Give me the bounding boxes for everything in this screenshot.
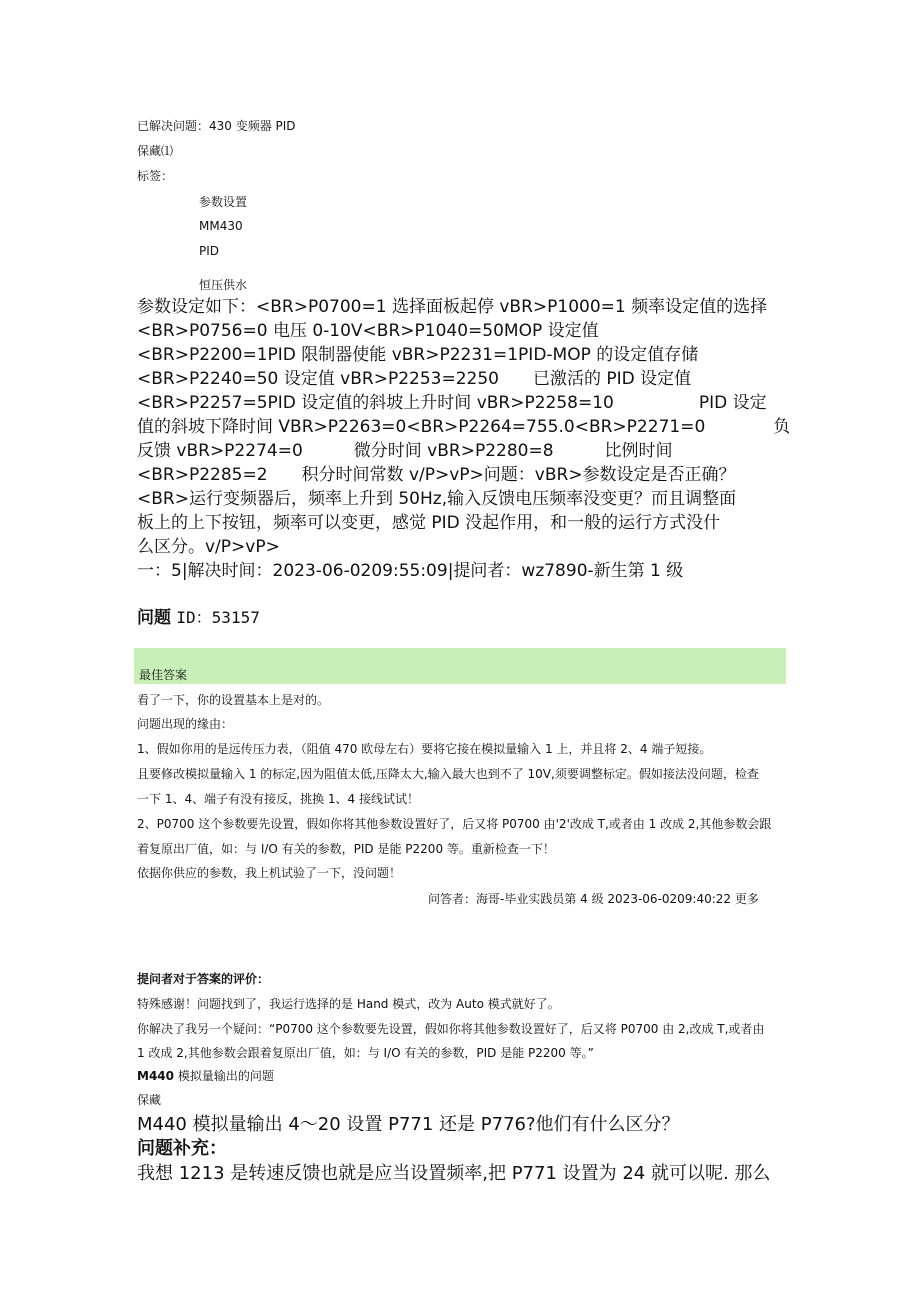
answer-line: 着复原出厂值，如：与 I/O 有关的参数，PID 是能 P2200 等。重新检查一下！ — [137, 842, 555, 856]
question-body-line: <BR>P2285=2 积分时间常数 v/P>vP>问题：vBR>参数设定是否正确？ — [137, 465, 736, 485]
supplement-text: 我想 1213 是转速反馈也就是应当设置频率,把 P771 设置为 24 就可以呢. 那么 — [137, 1163, 771, 1184]
question-body-line: <BR>P2200=1PID 限制器使能 vBR>P2231=1PID-MOP 的设定值存储 — [137, 345, 699, 365]
answer-line: 1、假如你用的是远传压力表，（阻值 470 欧母左右）要将它接在模拟量输入 1 上，并且将 2、4 端子短接。 — [137, 742, 712, 756]
answer-line: 2、P0700 这个参数要先设置，假如你将其他参数设置好了，后又将 P0700 由'2'改成 T,或者由 1 改成 2,其他参数会跟 — [137, 817, 772, 831]
question-body-line: 反馈 vBR>P2274=0 微分时间 vBR>P2280=8 比例时间 — [137, 441, 673, 461]
evaluation-line: 你解决了我另一个疑问：“P0700 这个参数要先设置，假如你将其他参数设置好了，后又将 P0700 由 2,改成 T,或者由 — [137, 1022, 765, 1036]
question-id-value: ID：53157 — [176, 608, 260, 627]
tag-item[interactable]: PID — [199, 244, 220, 258]
tag-item[interactable]: 参数设置 — [199, 195, 248, 209]
tags-label: 标签： — [137, 169, 174, 183]
question-2-title-text: 模拟量输出的问题 — [174, 1069, 274, 1083]
question-id — [137, 603, 260, 628]
tag-item[interactable]: 恒压供水 — [199, 278, 248, 292]
question-body-line: 么区分。v/P>vP> — [137, 537, 280, 557]
question-body-line: <BR>P2257=5PID 设定值的斜坡上升时间 vBR>P2258=10 PID 设定 — [137, 393, 767, 413]
collect-link-2[interactable]: 保藏 — [137, 1093, 162, 1107]
question-body-line: 值的斜坡下降时间 VBR>P2263=0<BR>P2264=755.0<BR>P2271=0 负 — [137, 417, 791, 437]
question-body — [137, 295, 791, 583]
supplement-label: 问题补充： — [137, 1138, 227, 1159]
tag-item[interactable]: MM430 — [199, 219, 243, 233]
answer-line: 依据你供应的参数，我上机试验了一下，没问题！ — [137, 866, 402, 880]
answer-line: 且要修改模拟量输入 1 的标定,因为阻值太低,压降太大,输入最大也到不了 10V,须要调整标定。假如接法没问题，检查 — [137, 767, 759, 781]
evaluation-line: 特殊感谢！问题找到了，我运行选择的是 Hand 模式，改为 Auto 模式就好了。 — [137, 997, 560, 1011]
best-answer-header — [134, 648, 786, 684]
question-body-line: <BR>P2240=50 设定值 vBR>P2253=2250 已激活的 PID 设定值 — [137, 369, 692, 389]
question-body-line: <BR>P0756=0 电压 0-10V<BR>P1040=50MOP 设定值 — [137, 321, 599, 341]
collect-link[interactable]: 保藏⑴ — [137, 144, 174, 158]
answerer-info[interactable]: 问答者：海哥-毕业实践员第 4 级 2023-06-0209:40:22 更多 — [428, 892, 759, 906]
resolved-question-title[interactable]: 已解决问题：430 变频器 PID — [137, 119, 296, 133]
question-meta-line: 一：5|解决时间：2023-06-0209:55:09|提问者：wz7890-新生第 1 级 — [137, 561, 684, 581]
evaluation-title: 提问者对于答案的评价： — [137, 972, 270, 986]
question-body-line: 参数设定如下：<BR>P0700=1 选择面板起停 vBR>P1000=1 频率设定值的选择 — [137, 297, 768, 317]
answer-line: 看了一下，你的设置基本上是对的。 — [137, 693, 330, 707]
question-2-title-model: M440 — [137, 1069, 174, 1083]
question-body-line: 板上的上下按钮，频率可以变更，感觉 PID 没起作用，和一般的运行方式没什 — [137, 513, 721, 533]
best-answer-label: 最佳答案 — [139, 668, 188, 682]
answer-line: 一下 1、4、端子有没有接反，挑换 1、4 接线试试！ — [137, 792, 419, 806]
question-2-title[interactable] — [137, 1069, 274, 1083]
question-2-text: M440 模拟量输出 4～20 设置 P771 还是 P776?他们有什么区分？ — [137, 1114, 680, 1135]
evaluation-line: 1 改成 2,其他参数会跟着复原出厂值，如：与 I/O 有关的参数，PID 是能 P2200 等。” — [137, 1046, 594, 1060]
question-id-label: 问题 — [137, 608, 171, 628]
answer-line: 问题出现的缘由： — [137, 717, 234, 731]
question-body-line: <BR>运行变频器后，频率上升到 50Hz,输入反馈电压频率没变更？而且调整面 — [137, 489, 737, 509]
